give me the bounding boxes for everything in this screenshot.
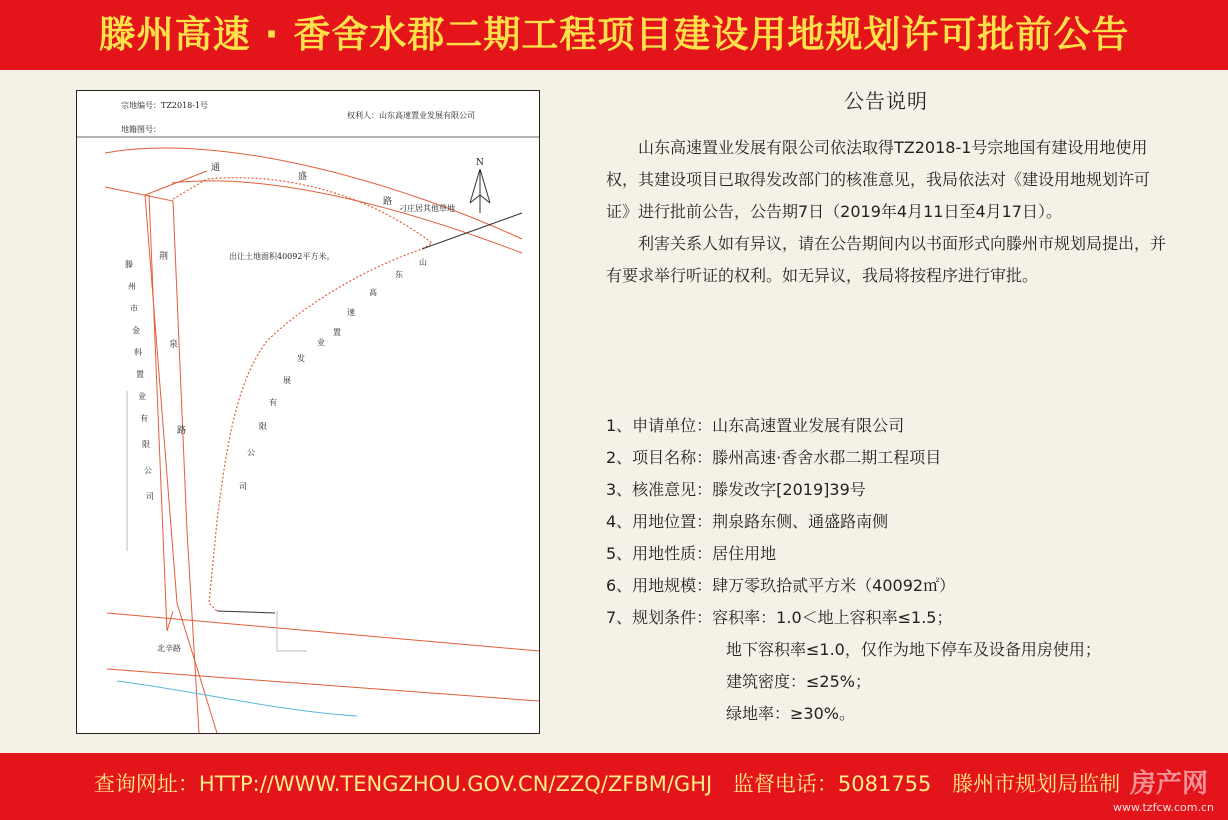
road-jingquan-2: 泉 bbox=[169, 340, 179, 350]
query-url[interactable]: 查询网址：HTTP://WWW.TENGZHOU.GOV.CN/ZZQ/ZFBM/GHJ bbox=[93, 772, 713, 796]
condition-underground-ratio: 地下容积率≤1.0，仅作为地下停车及设备用房使用； bbox=[726, 640, 1101, 659]
parcel-northeast-line bbox=[422, 213, 522, 249]
svg-text:限: 限 bbox=[142, 440, 150, 449]
tongsheng-road-north-edge bbox=[105, 148, 522, 239]
svg-text:金: 金 bbox=[132, 326, 140, 335]
issuing-org: 滕州市规划局监制 bbox=[952, 772, 1121, 796]
svg-text:有: 有 bbox=[140, 414, 148, 423]
jingquan-road-edge-2 bbox=[145, 195, 217, 733]
footer-banner bbox=[0, 753, 1228, 820]
watermark-logo: 房产网 bbox=[1129, 769, 1208, 799]
svg-text:速: 速 bbox=[347, 308, 355, 317]
company-right-label bbox=[239, 257, 427, 491]
detail-land-size: 6、用地规模：肆万零玖拾贰平方米（40092㎡） bbox=[606, 576, 956, 595]
road-jingquan-3: 路 bbox=[177, 426, 187, 436]
svg-text:公: 公 bbox=[247, 448, 255, 457]
svg-text:司: 司 bbox=[146, 492, 154, 501]
company-left-label bbox=[125, 259, 154, 501]
road-corner-edge bbox=[145, 171, 207, 195]
svg-text:州: 州 bbox=[128, 282, 136, 291]
svg-text:市: 市 bbox=[130, 304, 138, 313]
svg-text:东: 东 bbox=[395, 270, 403, 279]
header-banner bbox=[0, 0, 1228, 70]
detail-project-name: 2、项目名称：滕州高速·香舍水郡二期工程项目 bbox=[606, 448, 942, 467]
svg-text:业: 业 bbox=[317, 338, 325, 347]
water-line bbox=[117, 681, 357, 716]
road-jingquan-1: 荆 bbox=[159, 252, 169, 262]
owner-label: 权利人：山东高速置业发展有限公司 bbox=[347, 111, 475, 120]
watermark-url: www.tzfcw.com.cn bbox=[1113, 801, 1214, 814]
notice-paragraph-2: 利害关系人如有异议，请在公告期间内以书面形式向滕州市规划局提出，并有要求举行听证的权利。如无异议，我局将按程序进行审批。 bbox=[606, 234, 1167, 285]
north-arrow-icon bbox=[470, 158, 490, 213]
svg-text:司: 司 bbox=[239, 482, 247, 491]
site-plan-map bbox=[76, 90, 540, 734]
svg-text:高: 高 bbox=[369, 288, 377, 297]
gray-line-bottom bbox=[277, 611, 307, 651]
tongsheng-road-south-edge bbox=[172, 181, 522, 253]
detail-location: 4、用地位置：荆泉路东侧、通盛路南侧 bbox=[606, 512, 889, 531]
road-tongsheng-2: 盛 bbox=[298, 172, 308, 182]
parcel-boundary bbox=[173, 178, 432, 611]
notice-section bbox=[606, 85, 1166, 292]
condition-green-ratio: 绿地率：≥30%。 bbox=[726, 704, 855, 723]
detail-approval: 3、核准意见：滕发改字[2019]39号 bbox=[606, 480, 866, 499]
svg-text:公: 公 bbox=[144, 466, 152, 475]
detail-planning-conditions: 7、规划条件：容积率：1.0＜地上容积率≤1.5； bbox=[606, 608, 953, 627]
notice-paragraph-1: 山东高速置业发展有限公司依法取得TZ2018-1号宗地国有建设用地使用权，其建设项目已取得发改部门的核准意见，我局依法对《建设用地规划许可证》进行批前公告，公告期7日（2019年4月11日至4月17日）。 bbox=[606, 138, 1151, 221]
area-note: 出让土地面积40092平方米。 bbox=[229, 252, 335, 261]
beixin-road-south-edge bbox=[107, 669, 539, 701]
svg-text:业: 业 bbox=[138, 392, 146, 401]
map-no-label: 地籍图号： bbox=[121, 125, 161, 134]
road-tongsheng-1: 通 bbox=[211, 163, 221, 173]
project-details bbox=[606, 410, 1166, 730]
supervision-phone: 监督电话：5081755 bbox=[732, 772, 932, 796]
parcel-no-label: 宗地编号：TZ2018-1号 bbox=[121, 101, 209, 110]
svg-text:限: 限 bbox=[259, 422, 267, 431]
svg-text:科: 科 bbox=[134, 348, 142, 357]
svg-text:置: 置 bbox=[136, 370, 144, 379]
svg-text:发: 发 bbox=[297, 354, 305, 363]
village-note: 刁庄居其他草地 bbox=[399, 204, 455, 213]
road-tongsheng-3: 路 bbox=[383, 197, 393, 207]
notice-title: 公告说明 bbox=[844, 89, 928, 113]
svg-text:滕: 滕 bbox=[125, 260, 133, 269]
site-plan-drawing bbox=[77, 91, 539, 733]
svg-text:展: 展 bbox=[283, 376, 291, 385]
page-title: 滕州高速 · 香舍水郡二期工程项目建设用地规划许可批前公告 bbox=[98, 13, 1130, 56]
detail-applicant: 1、申请单位：山东高速置业发展有限公司 bbox=[606, 416, 905, 435]
road-beixin: 北辛路 bbox=[157, 644, 181, 653]
north-label: N bbox=[476, 158, 484, 168]
svg-text:有: 有 bbox=[269, 398, 277, 407]
svg-text:山: 山 bbox=[419, 258, 427, 267]
condition-building-density: 建筑密度：≤25%； bbox=[726, 672, 871, 691]
detail-land-use: 5、用地性质：居住用地 bbox=[606, 544, 777, 563]
svg-text:置: 置 bbox=[333, 328, 341, 337]
parcel-south-line bbox=[217, 611, 275, 613]
